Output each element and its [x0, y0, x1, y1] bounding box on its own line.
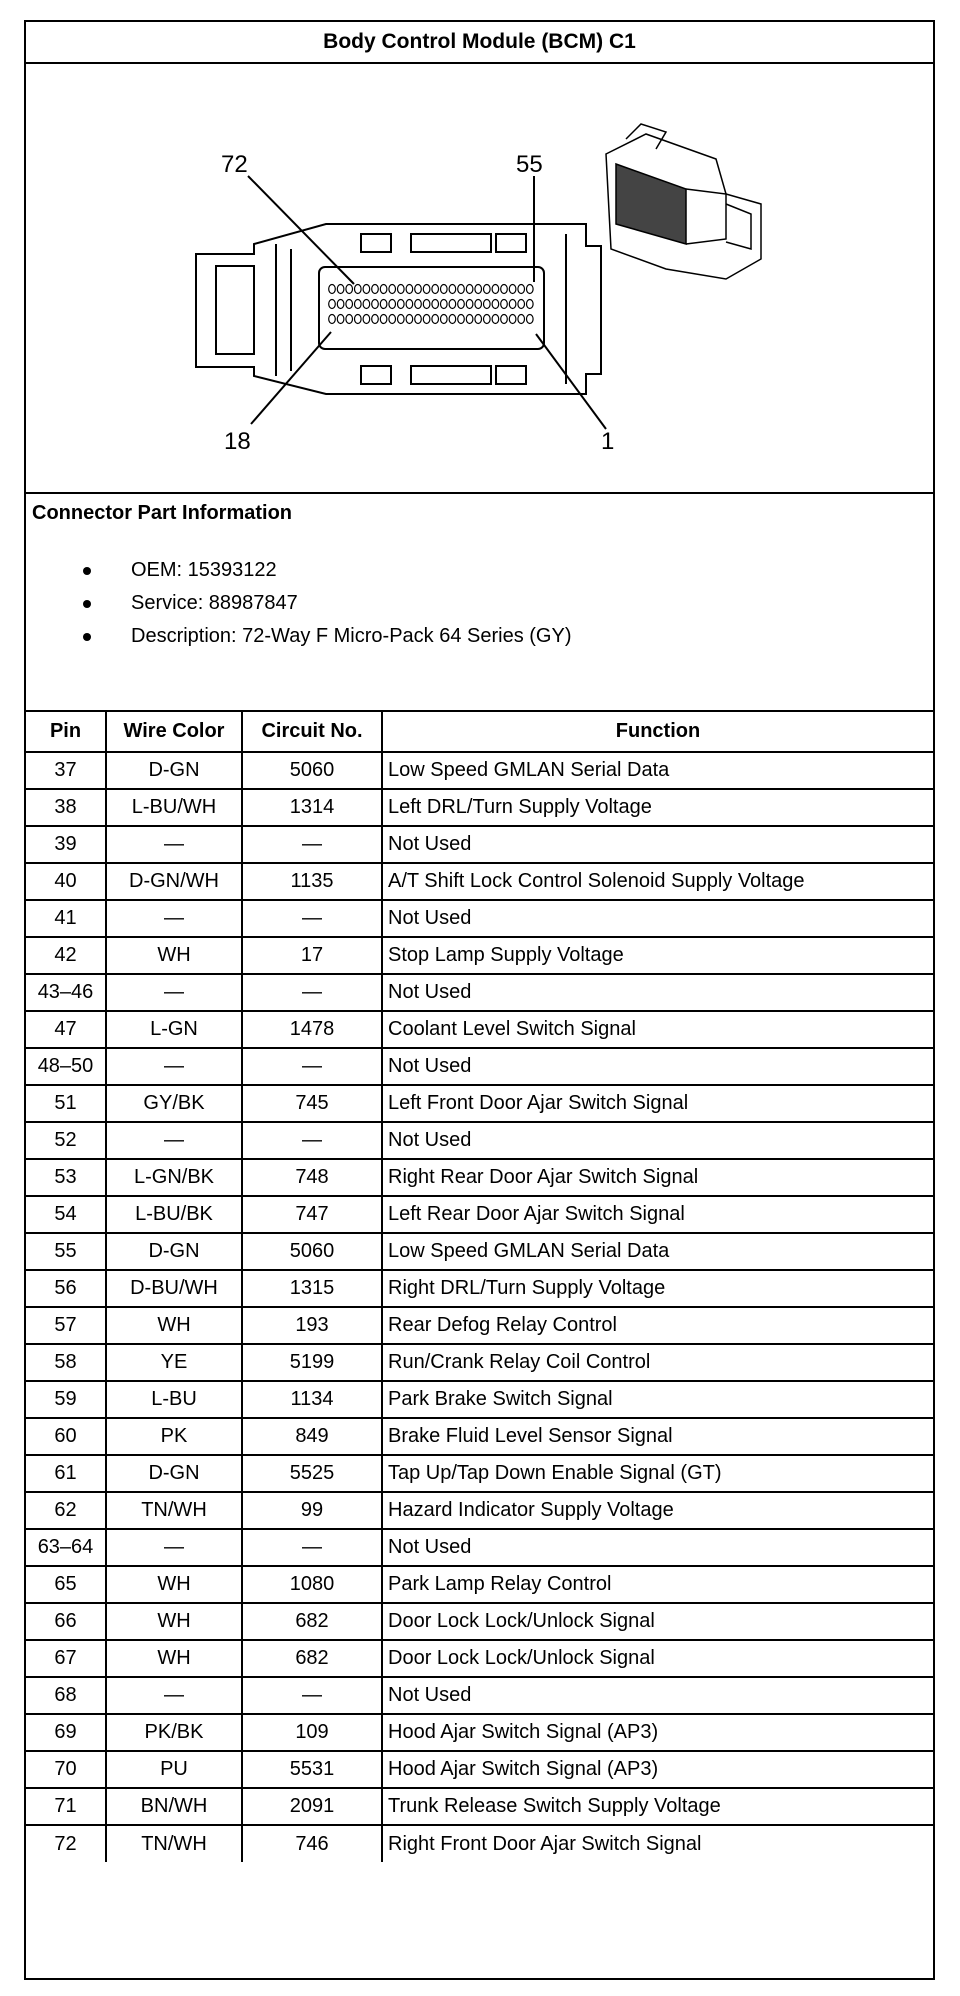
pin-cavity — [484, 285, 491, 294]
cell-function: Door Lock Lock/Unlock Signal — [382, 1640, 933, 1677]
pin-cavity — [518, 300, 525, 309]
cell-wire-color: D-GN/WH — [106, 863, 242, 900]
cell-circuit-no: 1080 — [242, 1566, 382, 1603]
cell-function: Right Front Door Ajar Switch Signal — [382, 1825, 933, 1862]
table-row — [26, 1825, 933, 1862]
cell-function: Run/Crank Relay Coil Control — [382, 1344, 933, 1381]
bullet-icon — [83, 600, 91, 608]
cell-function: Left DRL/Turn Supply Voltage — [382, 789, 933, 826]
table-row — [26, 826, 933, 863]
cell-circuit-no: 682 — [242, 1603, 382, 1640]
cell-pin: 61 — [26, 1455, 106, 1492]
table-row — [26, 1529, 933, 1566]
cell-function: Right Rear Door Ajar Switch Signal — [382, 1159, 933, 1196]
table-row — [26, 1492, 933, 1529]
pin-cavity — [466, 300, 473, 309]
cell-pin: 72 — [26, 1825, 106, 1862]
cell-function: Trunk Release Switch Supply Voltage — [382, 1788, 933, 1825]
pin-cavity — [398, 285, 405, 294]
cell-pin: 51 — [26, 1085, 106, 1122]
cell-function: Park Lamp Relay Control — [382, 1566, 933, 1603]
cell-function: Low Speed GMLAN Serial Data — [382, 1233, 933, 1270]
pin-cavity — [449, 285, 456, 294]
cell-pin: 71 — [26, 1788, 106, 1825]
cell-wire-color: — — [106, 826, 242, 863]
pin-cavity — [346, 300, 353, 309]
cell-pin: 67 — [26, 1640, 106, 1677]
table-row — [26, 1677, 933, 1714]
connector-info-list — [26, 554, 571, 653]
cell-wire-color: L-GN — [106, 1011, 242, 1048]
pin-cavity — [441, 285, 448, 294]
latch-tab — [216, 266, 254, 354]
cell-circuit-no: 748 — [242, 1159, 382, 1196]
cell-circuit-no: 1135 — [242, 863, 382, 900]
cell-wire-color: L-BU/WH — [106, 789, 242, 826]
lock-window — [411, 234, 491, 252]
table-row — [26, 1603, 933, 1640]
connector-info-heading: Connector Part Information — [32, 502, 293, 524]
pin-cavity — [423, 300, 430, 309]
table-row — [26, 1381, 933, 1418]
table-row — [26, 789, 933, 826]
info-item-service — [26, 587, 571, 620]
table-row — [26, 1714, 933, 1751]
cell-circuit-no: 17 — [242, 937, 382, 974]
cell-wire-color: D-GN — [106, 1455, 242, 1492]
cell-wire-color: — — [106, 1048, 242, 1085]
cell-wire-color: WH — [106, 937, 242, 974]
cell-pin: 59 — [26, 1381, 106, 1418]
cell-circuit-no: 5060 — [242, 1233, 382, 1270]
cell-pin: 42 — [26, 937, 106, 974]
leader-line-72 — [248, 176, 354, 284]
bullet-icon — [83, 567, 91, 575]
pin-cavity — [372, 315, 379, 324]
cell-pin: 40 — [26, 863, 106, 900]
pin-cavity — [346, 315, 353, 324]
pin-cavity — [484, 315, 491, 324]
cell-function: Right DRL/Turn Supply Voltage — [382, 1270, 933, 1307]
cell-wire-color: L-GN/BK — [106, 1159, 242, 1196]
lock-window — [496, 234, 526, 252]
pin-cavity — [372, 285, 379, 294]
table-row — [26, 1418, 933, 1455]
table-row — [26, 1751, 933, 1788]
cell-wire-color: — — [106, 1677, 242, 1714]
pin-cavity — [458, 285, 465, 294]
table-row — [26, 974, 933, 1011]
cell-circuit-no: 5060 — [242, 752, 382, 789]
cell-wire-color: — — [106, 974, 242, 1011]
cell-pin: 43–46 — [26, 974, 106, 1011]
cell-function: Coolant Level Switch Signal — [382, 1011, 933, 1048]
cell-function: Door Lock Lock/Unlock Signal — [382, 1603, 933, 1640]
pin-cavity — [475, 315, 482, 324]
pin-cavity — [337, 285, 344, 294]
pin-cavity — [492, 315, 499, 324]
cell-pin: 39 — [26, 826, 106, 863]
table-row — [26, 1233, 933, 1270]
header-pin: Pin — [26, 712, 106, 752]
table-row — [26, 1307, 933, 1344]
cell-function: Not Used — [382, 1048, 933, 1085]
cell-function: A/T Shift Lock Control Solenoid Supply Voltage — [382, 863, 933, 900]
cell-pin: 66 — [26, 1603, 106, 1640]
cell-pin: 58 — [26, 1344, 106, 1381]
pin-cavity — [363, 285, 370, 294]
table-row — [26, 900, 933, 937]
cell-pin: 57 — [26, 1307, 106, 1344]
lock-window — [411, 366, 491, 384]
cell-circuit-no: 99 — [242, 1492, 382, 1529]
cell-wire-color: PU — [106, 1751, 242, 1788]
pin-cavity — [432, 315, 439, 324]
pin-cavity — [363, 300, 370, 309]
cell-circuit-no: 2091 — [242, 1788, 382, 1825]
cell-wire-color: — — [106, 900, 242, 937]
pin-cavity — [415, 285, 422, 294]
cell-pin: 55 — [26, 1233, 106, 1270]
pin-cavity — [441, 300, 448, 309]
cell-circuit-no: — — [242, 900, 382, 937]
cell-function: Brake Fluid Level Sensor Signal — [382, 1418, 933, 1455]
cell-pin: 60 — [26, 1418, 106, 1455]
pin-cavity — [389, 315, 396, 324]
cell-function: Low Speed GMLAN Serial Data — [382, 752, 933, 789]
cell-function: Left Rear Door Ajar Switch Signal — [382, 1196, 933, 1233]
cell-wire-color: L-BU — [106, 1381, 242, 1418]
cell-circuit-no: 849 — [242, 1418, 382, 1455]
pin-cavity — [501, 300, 508, 309]
pin-cavity — [363, 315, 370, 324]
pin-cavity — [449, 315, 456, 324]
table-row — [26, 1122, 933, 1159]
cell-circuit-no: 1134 — [242, 1381, 382, 1418]
connector-drawing — [26, 64, 933, 492]
page-title: Body Control Module (BCM) C1 — [26, 22, 933, 64]
pin-cavity — [501, 315, 508, 324]
table-row — [26, 1344, 933, 1381]
cell-wire-color: WH — [106, 1640, 242, 1677]
cell-circuit-no: — — [242, 1529, 382, 1566]
pin-cavity — [527, 285, 534, 294]
pin-cavity — [518, 315, 525, 324]
cell-pin: 65 — [26, 1566, 106, 1603]
callout-18: 18 — [224, 428, 251, 455]
pin-cavity — [492, 300, 499, 309]
cell-circuit-no: — — [242, 826, 382, 863]
pin-cavity — [466, 315, 473, 324]
cell-pin: 37 — [26, 752, 106, 789]
table-row — [26, 863, 933, 900]
pin-cavity — [509, 315, 516, 324]
cell-circuit-no: 1314 — [242, 789, 382, 826]
cell-function: Not Used — [382, 974, 933, 1011]
cell-pin: 48–50 — [26, 1048, 106, 1085]
cell-function: Hood Ajar Switch Signal (AP3) — [382, 1714, 933, 1751]
cell-circuit-no: 747 — [242, 1196, 382, 1233]
cell-circuit-no: 682 — [242, 1640, 382, 1677]
pin-cavity — [389, 300, 396, 309]
cell-wire-color: WH — [106, 1603, 242, 1640]
pin-cavity — [337, 315, 344, 324]
connector-body-outline — [196, 224, 601, 394]
pin-cavity — [406, 285, 413, 294]
info-item-oem — [26, 554, 571, 587]
cell-pin: 53 — [26, 1159, 106, 1196]
cell-function: Not Used — [382, 826, 933, 863]
pin-cavity — [380, 285, 387, 294]
pin-cavity — [509, 300, 516, 309]
table-row — [26, 1455, 933, 1492]
pin-cavity — [355, 315, 362, 324]
pin-cavity — [458, 315, 465, 324]
cell-pin: 69 — [26, 1714, 106, 1751]
pin-cavity — [509, 285, 516, 294]
cell-circuit-no: — — [242, 1048, 382, 1085]
cell-wire-color: — — [106, 1529, 242, 1566]
table-row — [26, 752, 933, 789]
lock-window — [361, 234, 391, 252]
cell-wire-color: PK/BK — [106, 1714, 242, 1751]
lock-window — [496, 366, 526, 384]
cell-wire-color: WH — [106, 1307, 242, 1344]
cell-function: Not Used — [382, 1677, 933, 1714]
pin-cavity — [415, 315, 422, 324]
pin-cavity — [501, 285, 508, 294]
pin-cavity — [458, 300, 465, 309]
pin-cavity — [380, 315, 387, 324]
pin-cavity — [492, 285, 499, 294]
leader-line-1 — [536, 334, 606, 429]
cell-pin: 54 — [26, 1196, 106, 1233]
cell-wire-color: BN/WH — [106, 1788, 242, 1825]
cell-wire-color: PK — [106, 1418, 242, 1455]
lock-window — [361, 366, 391, 384]
connector-part-information — [26, 494, 933, 712]
info-text: Description: 72-Way F Micro-Pack 64 Series (GY) — [131, 625, 572, 647]
cell-wire-color: L-BU/BK — [106, 1196, 242, 1233]
info-text: OEM: 15393122 — [131, 559, 277, 581]
cell-wire-color: D-GN — [106, 1233, 242, 1270]
pin-grid — [329, 285, 533, 324]
table-row — [26, 1159, 933, 1196]
cell-circuit-no: 193 — [242, 1307, 382, 1344]
pin-cavity — [518, 285, 525, 294]
cell-pin: 47 — [26, 1011, 106, 1048]
cell-pin: 38 — [26, 789, 106, 826]
cell-wire-color: WH — [106, 1566, 242, 1603]
callout-55: 55 — [516, 151, 543, 178]
cell-pin: 56 — [26, 1270, 106, 1307]
connector-3d-view — [606, 124, 761, 279]
pinout-table — [26, 712, 933, 1862]
cell-function: Park Brake Switch Signal — [382, 1381, 933, 1418]
table-row — [26, 1640, 933, 1677]
info-item-description — [26, 620, 571, 653]
cell-function: Stop Lamp Supply Voltage — [382, 937, 933, 974]
cell-wire-color: D-GN — [106, 752, 242, 789]
pin-cavity — [389, 285, 396, 294]
cell-pin: 41 — [26, 900, 106, 937]
cell-circuit-no: — — [242, 974, 382, 1011]
pin-cavity — [475, 300, 482, 309]
pin-cavity — [432, 285, 439, 294]
table-row — [26, 1270, 933, 1307]
info-text: Service: 88987847 — [131, 592, 298, 614]
connector-diagram — [26, 64, 933, 494]
pin-cavity — [423, 285, 430, 294]
pin-cavity — [329, 285, 336, 294]
cell-circuit-no: 745 — [242, 1085, 382, 1122]
pin-cavity — [406, 300, 413, 309]
cell-wire-color: YE — [106, 1344, 242, 1381]
pin-cavity — [484, 300, 491, 309]
table-row — [26, 1085, 933, 1122]
pin-cavity — [398, 315, 405, 324]
pin-cavity — [475, 285, 482, 294]
callout-72: 72 — [221, 151, 248, 178]
cell-function: Not Used — [382, 1122, 933, 1159]
cell-circuit-no: — — [242, 1122, 382, 1159]
pin-cavity — [398, 300, 405, 309]
pin-cavity — [527, 300, 534, 309]
cell-function: Rear Defog Relay Control — [382, 1307, 933, 1344]
cell-function: Hood Ajar Switch Signal (AP3) — [382, 1751, 933, 1788]
table-row — [26, 1196, 933, 1233]
cell-wire-color: — — [106, 1122, 242, 1159]
table-header-row — [26, 712, 933, 752]
pin-cavity — [441, 315, 448, 324]
table-row — [26, 937, 933, 974]
cell-circuit-no: 746 — [242, 1825, 382, 1862]
pin-cavity — [415, 300, 422, 309]
cell-pin: 63–64 — [26, 1529, 106, 1566]
cell-circuit-no: 5525 — [242, 1455, 382, 1492]
pin-cavity — [380, 300, 387, 309]
cell-circuit-no: 1478 — [242, 1011, 382, 1048]
cell-pin: 68 — [26, 1677, 106, 1714]
cell-wire-color: TN/WH — [106, 1825, 242, 1862]
cell-function: Hazard Indicator Supply Voltage — [382, 1492, 933, 1529]
table-row — [26, 1011, 933, 1048]
table-row — [26, 1566, 933, 1603]
pin-cavity — [449, 300, 456, 309]
cell-circuit-no: — — [242, 1677, 382, 1714]
cell-function: Not Used — [382, 1529, 933, 1566]
connector-sheet — [24, 20, 935, 1980]
pin-cavity — [423, 315, 430, 324]
header-wire-color: Wire Color — [106, 712, 242, 752]
pin-cavity — [406, 315, 413, 324]
pin-cavity — [466, 285, 473, 294]
table-row — [26, 1048, 933, 1085]
header-circuit-no: Circuit No. — [242, 712, 382, 752]
cell-circuit-no: 5531 — [242, 1751, 382, 1788]
cell-function: Not Used — [382, 900, 933, 937]
table-row — [26, 1788, 933, 1825]
pin-cavity — [355, 285, 362, 294]
cell-circuit-no: 109 — [242, 1714, 382, 1751]
pin-cavity — [372, 300, 379, 309]
cell-circuit-no: 5199 — [242, 1344, 382, 1381]
header-function: Function — [382, 712, 933, 752]
pin-cavity — [355, 300, 362, 309]
cell-function: Tap Up/Tap Down Enable Signal (GT) — [382, 1455, 933, 1492]
pin-cavity — [346, 285, 353, 294]
cell-pin: 70 — [26, 1751, 106, 1788]
pin-cavity — [432, 300, 439, 309]
cell-wire-color: TN/WH — [106, 1492, 242, 1529]
cell-wire-color: D-BU/WH — [106, 1270, 242, 1307]
pin-cavity — [527, 315, 534, 324]
cell-circuit-no: 1315 — [242, 1270, 382, 1307]
cell-wire-color: GY/BK — [106, 1085, 242, 1122]
pin-cavity — [337, 300, 344, 309]
pin-cavity — [329, 300, 336, 309]
cell-function: Left Front Door Ajar Switch Signal — [382, 1085, 933, 1122]
bullet-icon — [83, 633, 91, 641]
callout-1: 1 — [601, 428, 615, 455]
cell-pin: 62 — [26, 1492, 106, 1529]
cell-pin: 52 — [26, 1122, 106, 1159]
pin-cavity — [329, 315, 336, 324]
